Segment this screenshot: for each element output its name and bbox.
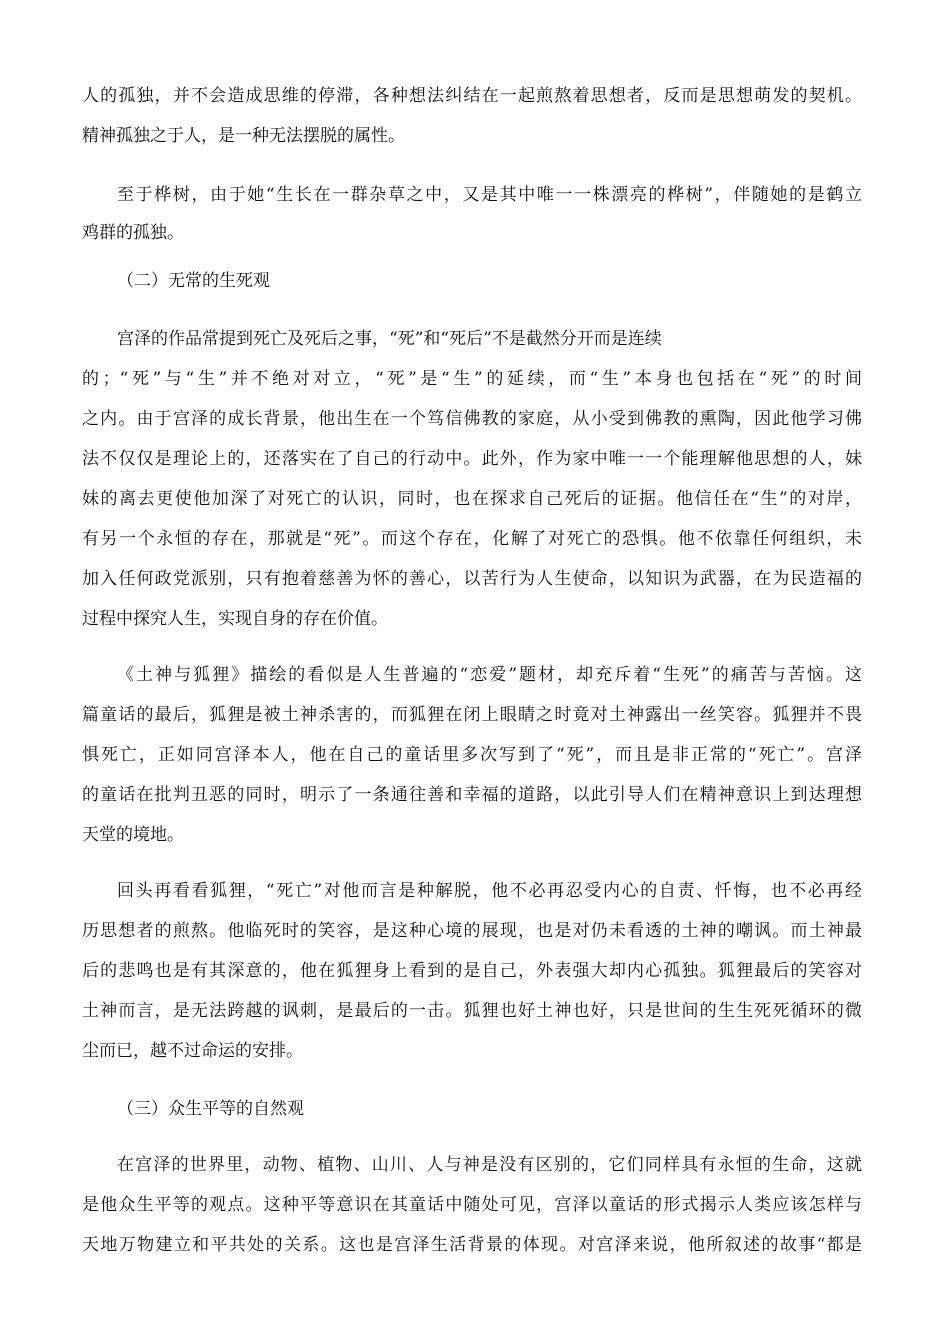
- text-line: 之内。由于宫泽的成长背景，他出生在一个笃信佛教的家庭，从小受到佛教的熏陶，因此他学习佛: [82, 409, 862, 429]
- text-line: 是他众生平等的观点。这种平等意识在其童话中随处可见，宫泽以童话的形式揭示人类应该怎样与: [82, 1195, 862, 1215]
- text-line: 精神孤独之于人，是一种无法摆脱的属性。: [82, 126, 405, 146]
- text-line: 有另一个永恒的存在，那就是“死”。而这个存在，化解了对死亡的恐惧。他不依靠任何组织，未: [82, 529, 862, 549]
- text-line: 的童话在批判丑恶的同时，明示了一条通往善和幸福的道路，以此引导人们在精神意识上到达理想: [82, 785, 862, 805]
- text-line: 至于桦树，由于她“生长在一群杂草之中，又是其中唯一一株漂亮的桦树”，伴随她的是鹤立: [117, 185, 862, 205]
- text-line: 历思想者的煎熬。他临死时的笑容，是这种心境的展现，也是对仍未看透的土神的嘲讽。而土神最: [82, 921, 862, 941]
- text-line: 天地万物建立和平共处的关系。这也是宫泽生活背景的体现。对宫泽来说，他所叙述的故事“都是: [82, 1235, 862, 1255]
- text-line: 尘而已，越不过命运的安排。: [82, 1041, 303, 1061]
- text-line: 宫泽的作品常提到死亡及死后之事，“死”和“死后”不是截然分开而是连续: [117, 329, 662, 349]
- text-line: 过程中探究人生，实现自身的存在价值。: [82, 609, 388, 629]
- text-line: 妹的离去更使他加深了对死亡的认识，同时，也在探求自己死后的证据。他信任在“生”的对岸，: [82, 489, 862, 509]
- text-line: 加入任何政党派别，只有抱着慈善为怀的善心，以苦行为人生使命，以知识为武器，在为民造福的: [82, 569, 862, 589]
- text-line: 在宫泽的世界里，动物、植物、山川、人与神是没有区别的，它们同样具有永恒的生命，这就: [117, 1155, 862, 1175]
- text-line: 人的孤独，并不会造成思维的停滞，各种想法纠结在一起煎熬着思想者，反而是思想萌发的契机。: [82, 86, 862, 106]
- text-line: 天堂的境地。: [82, 825, 184, 845]
- text-line: 回头再看看狐狸，“死亡”对他而言是种解脱，他不必再忍受内心的自责、忏悔，也不必再经: [117, 881, 862, 901]
- text-line: 的；“死”与“生”并不绝对对立，“死”是“生”的延续，而“生”本身也包括在“死”的时间: [82, 369, 862, 389]
- text-line: 鸡群的孤独。: [82, 223, 184, 243]
- text-line: 后的悲鸣也是有其深意的，他在狐狸身上看到的是自己，外表强大却内心孤独。狐狸最后的笑容对: [82, 961, 862, 981]
- text-line: 法不仅仅是理论上的，还落实在了自己的行动中。此外，作为家中唯一一个能理解他思想的人，妹: [82, 449, 862, 469]
- text-line: 《土神与狐狸》描绘的看似是人生普遍的“恋爱”题材，却充斥着“生死”的痛苦与苦恼。这: [117, 665, 862, 685]
- text-line: 篇童话的最后，狐狸是被土神杀害的，而狐狸在闭上眼睛之时竟对土神露出一丝笑容。狐狸并不畏: [82, 705, 862, 725]
- section-heading: （二）无常的生死观: [117, 271, 270, 291]
- text-line: 土神而言，是无法跨越的讽刺，是最后的一击。狐狸也好土神也好，只是世间的生生死死循环的微: [82, 1001, 862, 1021]
- section-heading: （三）众生平等的自然观: [117, 1099, 304, 1119]
- text-line: 惧死亡，正如同宫泽本人，他在自己的童话里多次写到了“死”，而且是非正常的“死亡”。宫泽: [82, 745, 862, 765]
